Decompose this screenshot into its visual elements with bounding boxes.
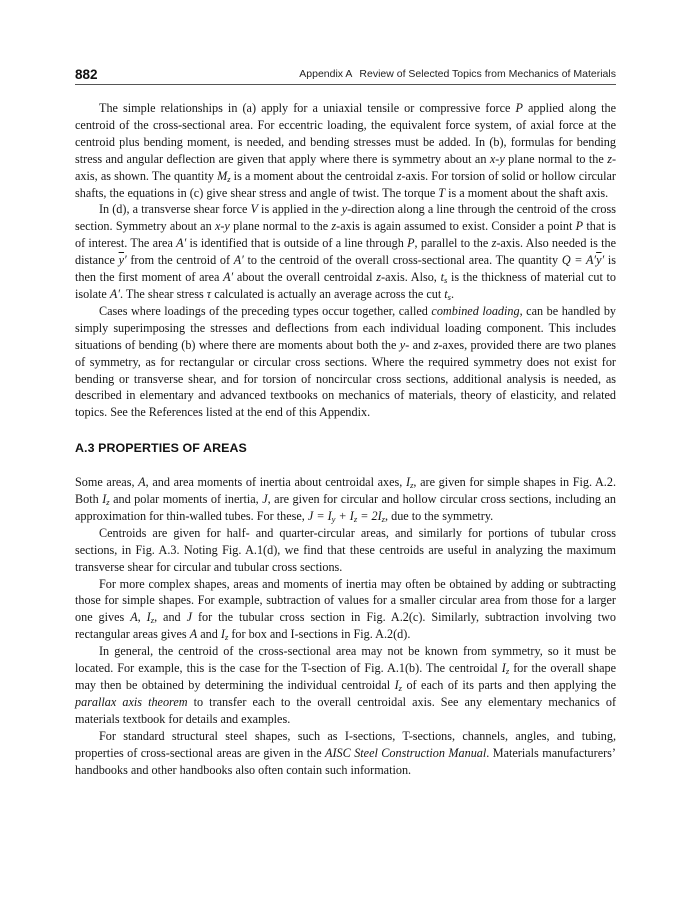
paragraph-6: For more complex shapes, areas and moments of inertia may often be obtained by adding or subtracting those for simple shapes. For example, subtraction of values for a smaller circular area from those for a larger one gives A, $I_z$, and J for the tubular cross section in Fig. A.2(c). Similarly, subtraction involving two rectangular areas gives A and $I_z$ for box and I-sections in Fig. A.2(d). xyxy=(75,576,616,643)
paragraph-4: Some areas, A, and area moments of inertia about centroidal axes, $I_z$, are given for simple shapes in Fig. A.2. Both $I_z$ and polar moments of inertia, J, are given for circular and hollow circular cross sections, including an approximation for thin-walled tubes. For these, $J = I_y + I_z = 2I_z$, due to the symmetry. xyxy=(75,475,617,524)
header-rule xyxy=(75,84,616,85)
running-title xyxy=(299,68,616,80)
paragraph-3: Cases where loadings of the preceding types occur together, called combined loading, can be handled by simply superimposing the stresses and deflections from each individual loading component. This includes situations of bending (b) where there are moments about both the y- and z-axes, provided there are two planes of symmetry, as for rectangular or circular cross sections. Where the required symmetry does not exist for bending or transverse shear, and for torsion of noncircular cross sections, additional analysis is needed, as described in elementary and advanced textbooks on mechanics of materials, theory of elasticity, and related topics. See the References listed at the end of this Appendix. xyxy=(75,303,617,420)
paragraph-7: In general, the centroid of the cross-sectional area may not be known from symmetry, so it must be located. For example, this is the case for the T-section of Fig. A.1(b). The centroidal $I_z$ for the overall shape may then be obtained by determining the individual centroidal $I_z$ of each of its parts and then applying the parallax axis theorem to transfer each to the overall centroidal axis. See any elementary mechanics of materials textbook for details and examples. xyxy=(75,644,617,726)
paragraph-2: In (d), a transverse shear force V is applied in the y-direction along a line through the centroid of the cross section. Symmetry about an x-y plane normal to the z-axis is again assumed to exist. Consider a point P that is of interest. The area A′ is identified that is outside of a line through P, parallel to the z-axis. Also needed is the distance $\overline{y}'$ from the centroid of A′ to the centroid of the overall cross-sectional area. The quantity $Q = A'\overline{y}'$ is then the first moment of area A′ about the overall centroidal z-axis. Also, $t_s$ is the thickness of material cut to isolate A′. The shear stress τ calculated is actually an average across the cut $t_s$. xyxy=(75,202,617,302)
section-heading: A.3 PROPERTIES OF AREAS xyxy=(75,441,247,456)
chapter-title: Review of Selected Topics from Mechanics of Materials xyxy=(359,68,616,80)
paragraph-5: Centroids are given for half- and quarter-circular areas, and similarly for portions of tubular cross sections, in Fig. A.3. Noting Fig. A.1(d), we find that these centroids are useful in analyzing the maximum transverse shear for circular and tubular cross sections. xyxy=(75,525,616,574)
appendix-label: Appendix A xyxy=(299,68,353,80)
body-text xyxy=(75,100,616,778)
paragraph-1: The simple relationships in (a) apply for a uniaxial tensile or compressive force P applied along the centroid of the cross-sectional area. For eccentric loading, the equivalent force system, of axial force at the centroid plus bending moment, is needed, and bending stresses must be added. In (b), formulas for bending stress and angular deflection are given that apply where there is symmetry about an x-y plane normal to the z-axis, as shown. The quantity $M_z$ is a moment about the centroidal z-axis. For torsion of solid or hollow circular shafts, the equations in (c) give shear stress and angle of twist. The torque T is a moment about the shaft axis. xyxy=(75,101,616,200)
paragraph-8: For standard structural steel shapes, such as I-sections, T-sections, channels, angles, and tubing, properties of cross-sectional areas are given in the AISC Steel Construction Manual. Materials manufacturers’ handbooks and other handbooks also often contain such information. xyxy=(75,728,616,777)
page-number: 882 xyxy=(75,67,98,82)
running-header xyxy=(75,67,616,83)
